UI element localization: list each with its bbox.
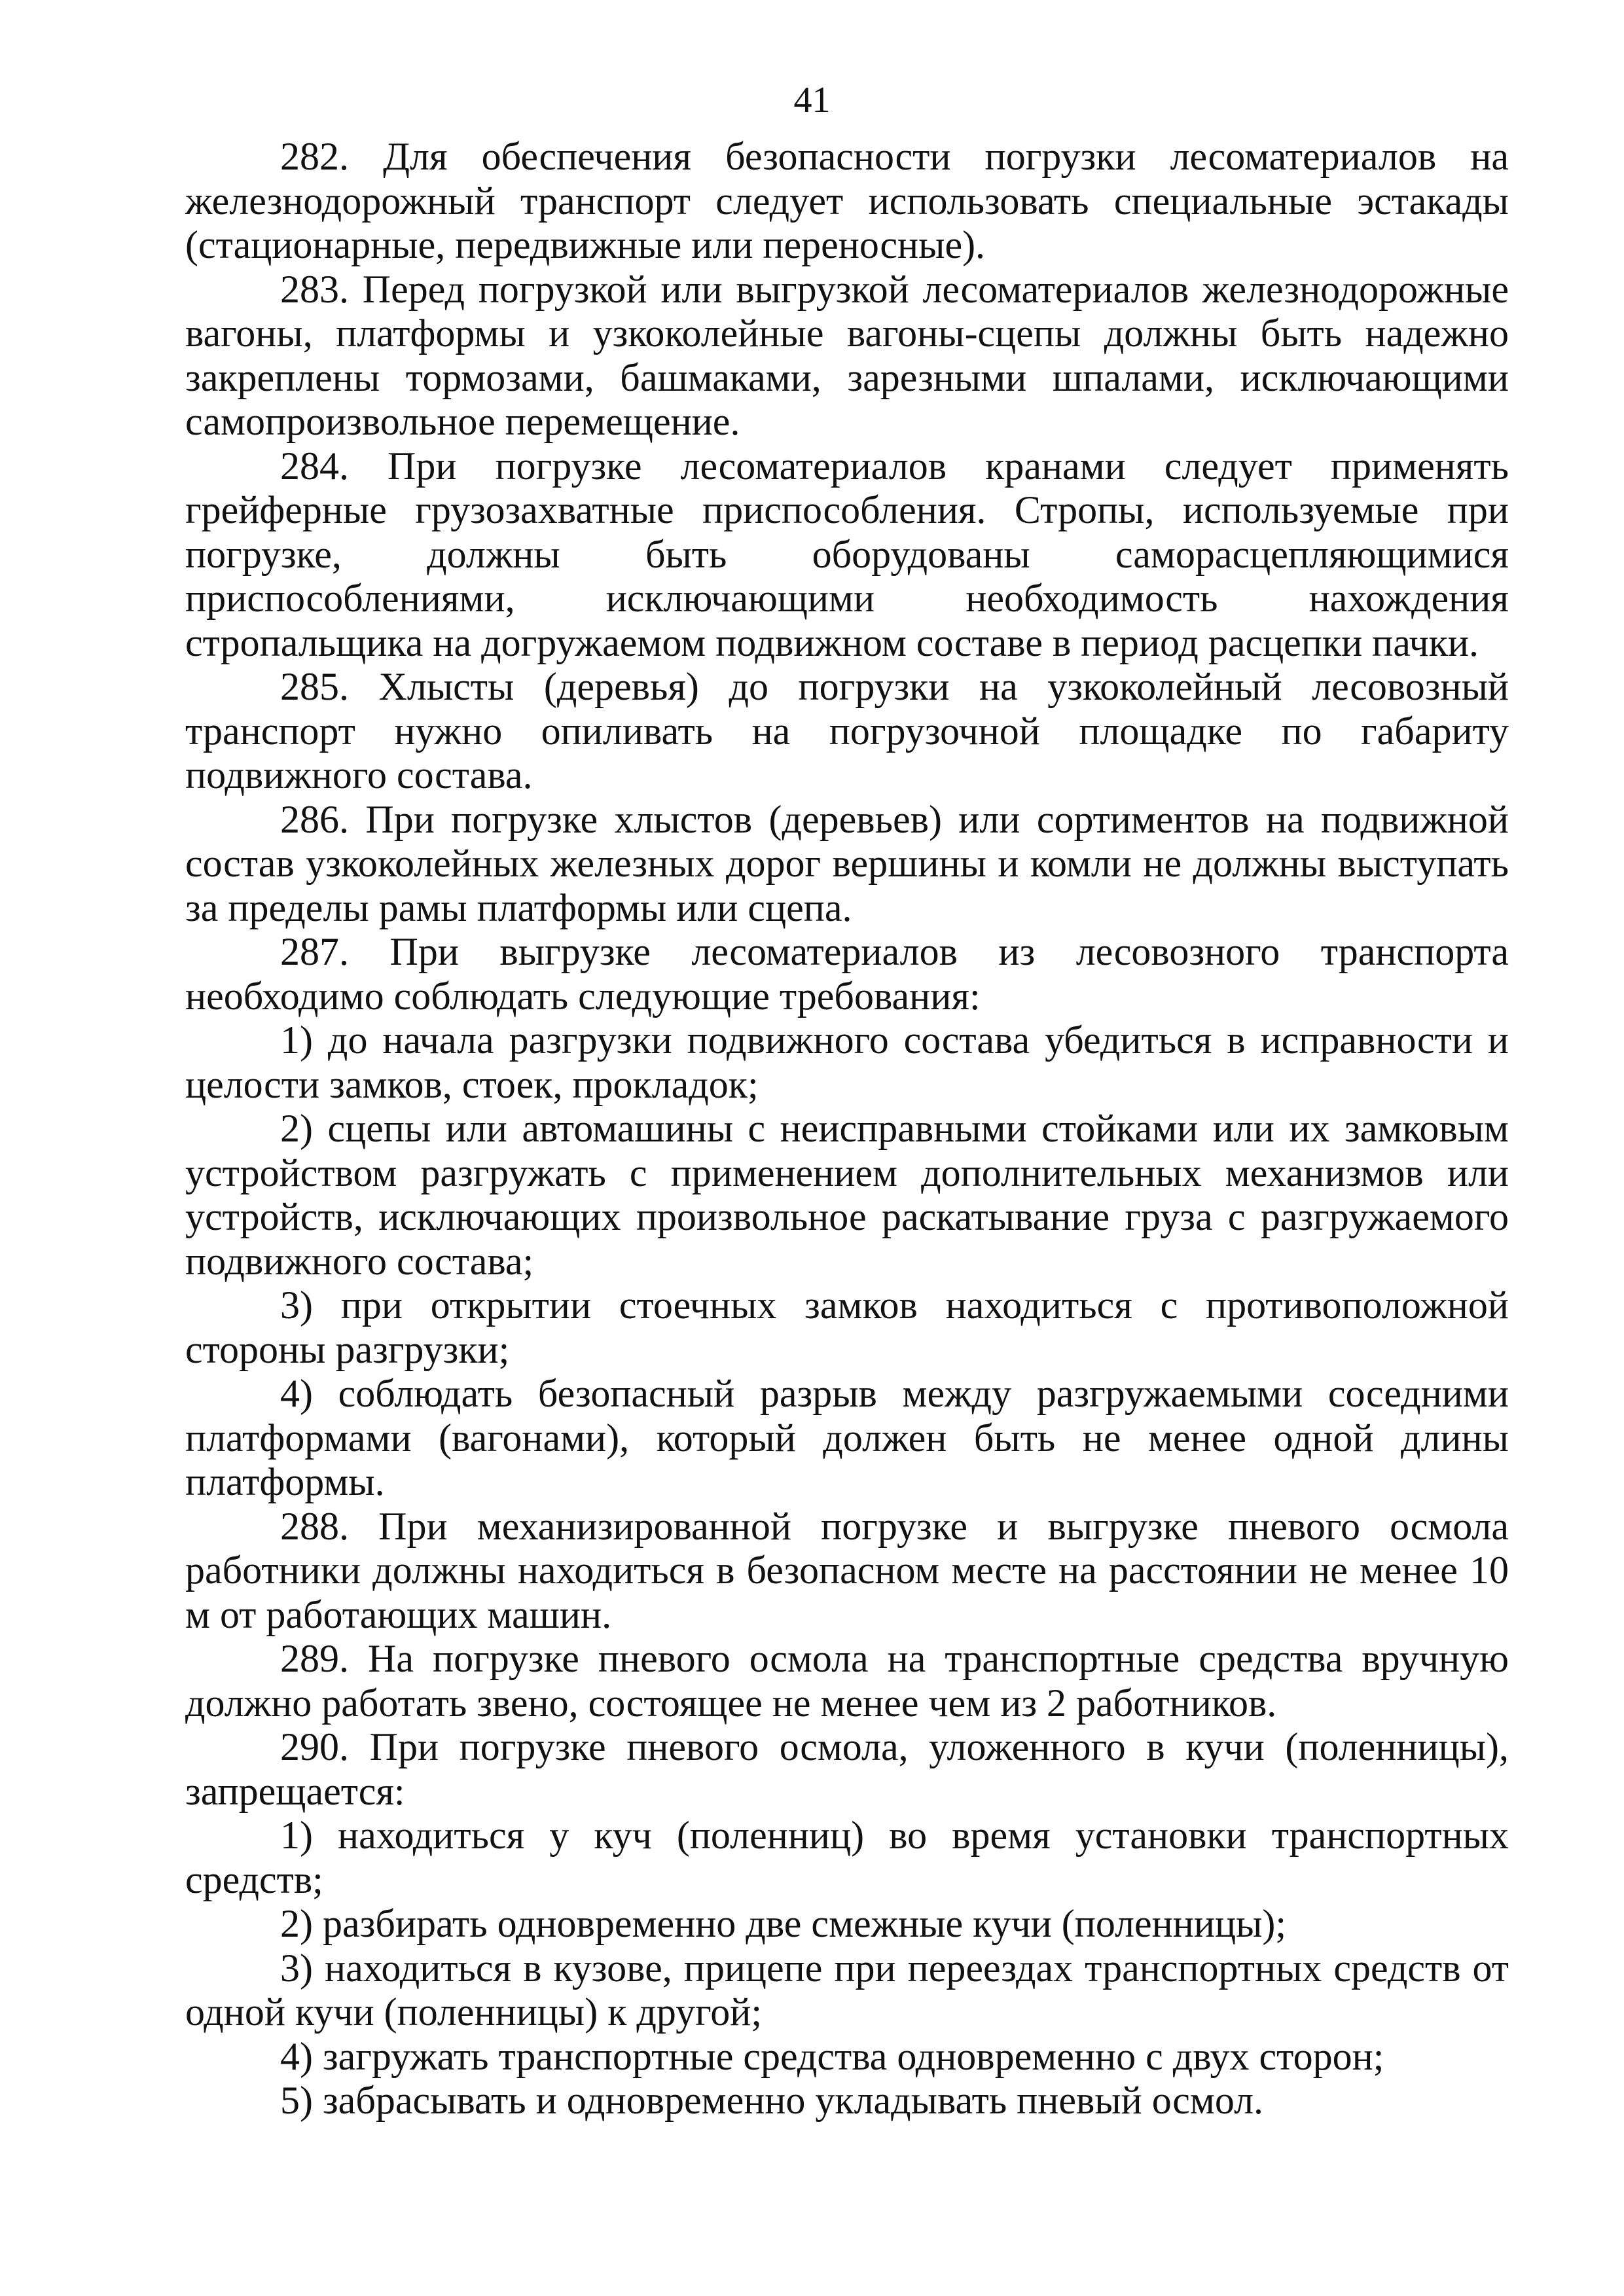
paragraph-287-item-2: 2) сцепы или автомашины с неисправными стойками или их замковым устройством разгружать с применением дополнительных механизмов или устройств, исключающих произвольное раскатывание груза с разгружаемого подвижного состава; [185, 1107, 1509, 1283]
paragraph-290-item-5: 5) забрасывать и одновременно укладывать пневый осмол. [280, 2079, 1264, 2122]
paragraph-283: 283. Перед погрузкой или выгрузкой лесоматериалов железнодорожные вагоны, платформы и узкоколейные вагоны-сцепы должны быть надежно закреплены тормозами, башмаками, зарезными шпалами, исключающими самопроизвольное перемещение. [185, 267, 1509, 443]
paragraph-288: 288. При механизированной погрузке и выгрузке пневого осмола работники должны находиться в безопасном месте на расстоянии не менее 10 м от работающих машин. [185, 1504, 1509, 1636]
paragraph-287-item-1: 1) до начала разгрузки подвижного состава убедиться в исправности и целости замков, стоек, прокладок; [185, 1018, 1509, 1106]
paragraph-289: 289. На погрузке пневого осмола на транспортные средства вручную должно работать звено, состоящее не менее чем из 2 работников. [185, 1637, 1509, 1725]
paragraph-287-item-4: 4) соблюдать безопасный разрыв между разгружаемыми соседними платформами (вагонами), который должен быть не менее одной длины платформы. [185, 1372, 1509, 1503]
paragraph-285: 285. Хлысты (деревья) до погрузки на узкоколейный лесовозный транспорт нужно опиливать на погрузочной площадке по габариту подвижного состава. [185, 665, 1509, 797]
paragraph-287: 287. При выгрузке лесоматериалов из лесовозного транспорта необходимо соблюдать следующие требования: [185, 930, 1509, 1018]
paragraph-290-item-4: 4) загружать транспортные средства одновременно с двух сторон; [280, 2034, 1384, 2078]
paragraph-290: 290. При погрузке пневого осмола, уложенного в кучи (поленницы), запрещается: [185, 1725, 1509, 1813]
paragraph-290-item-3: 3) находиться в кузове, прицепе при переездах транспортных средств от одной кучи (поленницы) к другой; [185, 1946, 1509, 2034]
paragraph-284: 284. При погрузке лесоматериалов кранами следует применять грейферные грузозахватные приспособления. Стропы, используемые при погрузке, должны быть оборудованы саморасцепляющимися приспособлениями, исключающими необходимость нахождения стропальщика на догружаемом подвижном составе в период расцепки пачки. [185, 444, 1509, 664]
paragraph-287-item-3: 3) при открытии стоечных замков находиться с противоположной стороны разгрузки; [185, 1283, 1509, 1371]
paragraph-290-item-2: 2) разбирать одновременно две смежные кучи (поленницы); [280, 1902, 1287, 1945]
paragraph-282: 282. Для обеспечения безопасности погрузки лесоматериалов на железнодорожный транспорт следует использовать специальные эстакады (стационарные, передвижные или переносные). [185, 135, 1509, 266]
paragraph-290-item-1: 1) находиться у куч (поленниц) во время установки транспортных средств; [185, 1814, 1509, 1901]
document-body [185, 135, 1509, 2123]
page-number: 41 [793, 80, 831, 120]
paragraph-286: 286. При погрузке хлыстов (деревьев) или сортиментов на подвижной состав узкоколейных железных дорог вершины и комли не должны выступать за пределы рамы платформы или сцепа. [185, 797, 1509, 929]
